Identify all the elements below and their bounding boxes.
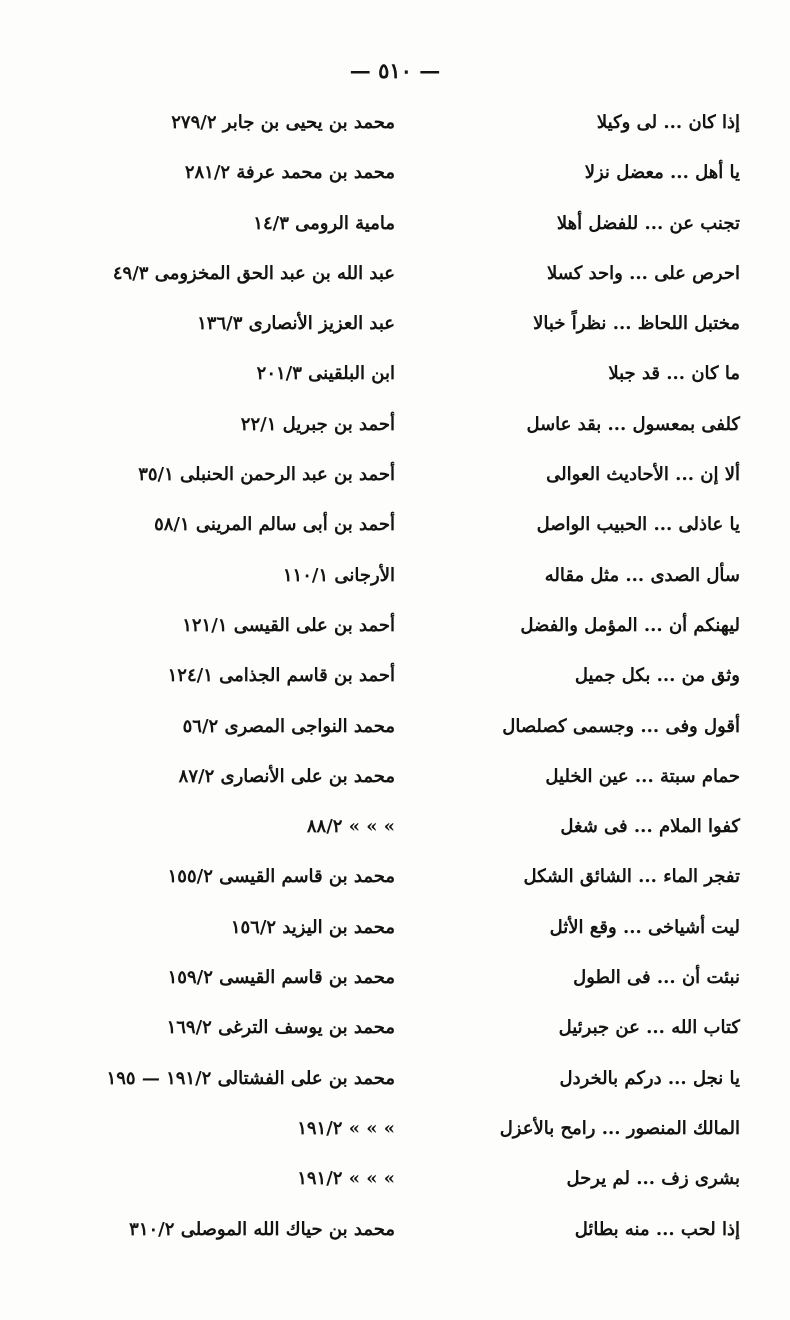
source-reference: محمد بن يحيى بن جابر ٢٧٩/٢ [171,112,395,133]
verse-incipit: تفجر الماء ... الشائق الشكل [523,866,740,888]
index-entry [60,1060,740,1110]
source-reference: عبد العزيز الأنصارى ١٣٦/٣ [197,313,395,335]
verse-incipit: سأل الصدى ... مثل مقاله [544,564,740,586]
source-reference: مامية الرومى ١٤/٣ [253,212,395,234]
source-reference: محمد النواجى المصرى ٥٦/٢ [182,715,395,737]
verse-incipit: مختبل اللحاظ ... نظراً خبالا [533,313,740,335]
index-entry [60,758,740,808]
index-entry [60,1110,740,1160]
index-entry [60,154,740,204]
source-reference: محمد بن محمد عرفة ٢٨١/٢ [184,162,395,184]
source-reference: أحمد بن على القيسى ١٢١/١ [182,614,395,636]
verse-incipit: يا أهل ... معضل نزلا [584,162,740,184]
source-reference: أحمد بن أبى سالم المرينى ٥٨/١ [154,514,395,536]
verse-incipit: يا نجل ... دركم بالخردل [559,1067,740,1089]
index-list [60,104,740,1261]
index-entry [60,355,740,405]
index-entry [60,607,740,657]
source-reference: محمد بن قاسم القيسى ١٥٩/٢ [167,967,395,989]
index-entry [60,557,740,607]
index-entry [60,305,740,355]
verse-incipit: المالك المنصور ... رامح بالأعزل [499,1117,740,1139]
page-number-header: — ٥١٠ — [349,58,441,83]
verse-incipit: إذا لحب ... منه بطائل [574,1218,740,1240]
source-reference: أحمد بن قاسم الجذامى ١٢٤/١ [167,665,395,687]
verse-incipit: كفوا الملام ... فى شغل [560,816,740,838]
index-entry [60,808,740,858]
verse-incipit: وثق من ... بكل جميل [574,665,740,687]
verse-incipit: أقول وفى ... وجسمى كصلصال [502,715,740,737]
verse-incipit: ألا إن ... الأحاديث العوالى [546,464,740,486]
index-entry [60,1211,740,1261]
index-entry [60,1160,740,1210]
verse-incipit: ليهنكم أن ... المؤمل والفضل [520,614,740,636]
source-reference: محمد بن على الأنصارى ٨٧/٢ [178,765,395,787]
source-reference: محمد بن على الفشتالى ١٩١/٢ — ١٩٥ [106,1067,395,1089]
index-entry [60,506,740,556]
verse-incipit: احرص على ... واحد كسلا [546,262,740,284]
verse-incipit: ما كان ... قد جبلا [608,363,740,385]
source-reference: أحمد بن جبريل ٢٢/١ [240,413,395,435]
source-reference: محمد بن اليزيد ١٥٦/٢ [230,916,395,938]
verse-incipit: كتاب الله ... عن جبرئيل [558,1017,740,1039]
index-entry [60,205,740,255]
source-reference: » » » ١٩١/٢ [297,1117,395,1139]
index-entry [60,456,740,506]
source-reference: » » » ١٩١/٢ [297,1168,395,1190]
source-reference: محمد بن يوسف الترغى ١٦٩/٢ [166,1017,395,1039]
verse-incipit: نبئت أن ... فى الطول [573,967,740,989]
index-entry [60,255,740,305]
source-reference: أحمد بن عبد الرحمن الحنبلى ٣٥/١ [138,464,395,486]
index-entry [60,657,740,707]
verse-incipit: كلفى بمعسول ... بقد عاسل [526,413,740,435]
index-entry [60,708,740,758]
source-reference: » » » ٨٨/٢ [306,816,395,838]
source-reference: الأرجانى ١١٠/١ [282,564,395,586]
index-entry [60,1009,740,1059]
verse-incipit: بشرى زف ... لم يرحل [566,1168,740,1190]
index-entry [60,858,740,908]
verse-incipit: حمام سبتة ... عين الخليل [545,765,740,787]
index-entry [60,406,740,456]
source-reference: محمد بن حياك الله الموصلى ٣١٠/٢ [129,1218,395,1240]
index-entry [60,959,740,1009]
source-reference: عبد الله بن عبد الحق المخزومى ٤٩/٣ [112,262,395,284]
index-entry [60,104,740,154]
source-reference: ابن البلقينى ٢٠١/٣ [256,363,395,385]
verse-incipit: إذا كان ... لى وكيلا [596,112,740,133]
verse-incipit: ليت أشياخى ... وقع الأثل [549,916,740,938]
verse-incipit: تجنب عن ... للفضل أهلا [556,212,740,234]
source-reference: محمد بن قاسم القيسى ١٥٥/٢ [167,866,395,888]
verse-incipit: يا عاذلى ... الحبيب الواصل [536,514,740,536]
index-entry [60,909,740,959]
